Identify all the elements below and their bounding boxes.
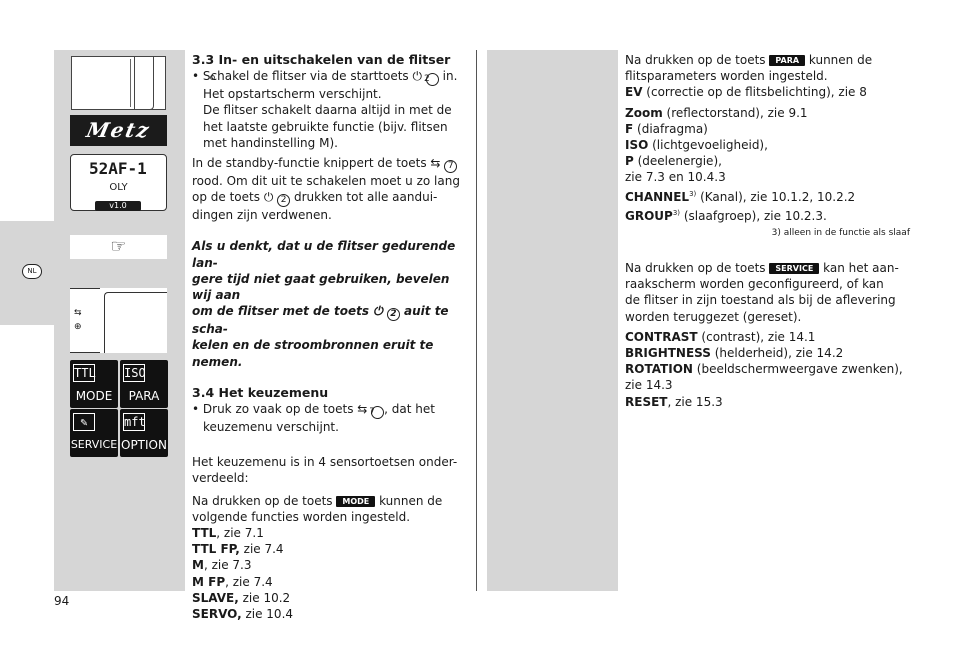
light-icon: ⊕ xyxy=(74,322,82,332)
bullet-paragraph: • Schakel de flitser via de starttoets ⏻ 2 in. xyxy=(192,69,458,85)
list-item: M, zie 7.3 xyxy=(192,558,252,573)
para-key[interactable] xyxy=(120,360,168,408)
device-seam xyxy=(130,59,131,107)
startup-screen-illustration xyxy=(70,154,167,211)
mode-function-list xyxy=(192,525,470,622)
mode-chip: MODE xyxy=(336,496,375,507)
section-heading: 3.3 In- en uitschakelen van de flitser xyxy=(192,52,451,67)
number-2-icon: 2 xyxy=(387,308,400,321)
key-label: SERVICE xyxy=(70,438,118,451)
warning-paragraph: Als u denkt, dat u de flitser gedurende lan- xyxy=(192,239,456,270)
para-chip: PARA xyxy=(769,55,805,66)
wrench-icon: ✎ xyxy=(73,413,95,431)
flash-device-illustration xyxy=(71,56,166,110)
para-section: Na drukken op de toets PARA kunnen de flitsparameters worden ingesteld. EV (correctie op de flitsbelichting), zie 8 Zoom (reflectorstand), zie 9.1 F (diafragma) ISO (lichtgevoeligheid), P (deelenergie), zie 7.3 en 10.4.3 CHANNEL$^{3)}$ (Kanal), zie 10.1.2, 10.2.2 GROUP$^{3)}$ (slaafgroep), zie 10.2.3. 3) alleen in de functie als slaaf xyxy=(625,52,910,241)
mode-key[interactable] xyxy=(70,360,118,408)
standby-paragraph: In de standby-functie knippert de toets ⇆ 7 xyxy=(192,155,470,173)
number-7-icon: 7 xyxy=(371,406,384,419)
control-panel-illustration xyxy=(70,288,167,353)
option-key[interactable] xyxy=(120,409,168,457)
service-key[interactable] xyxy=(70,409,118,457)
battery-door xyxy=(134,56,154,110)
model-system: OLY xyxy=(109,182,128,193)
key-label: OPTION xyxy=(121,438,167,452)
service-section: Na drukken op de toets SERVICE kan het aan- raakscherm worden geconfigureerd, of kan de flitser in zijn toestand als bij de aflevering worden teruggezet (gereset). CONTRAST (contrast), zie 14.1 BRIGHTNESS (helderheid), zie 14.2 ROTATION (beeldschermweergave zwenken), zie 14.3 RESET, zie 15.3 xyxy=(625,261,903,409)
list-item: SERVO, zie 10.4 xyxy=(192,607,294,622)
power-icon: ⏻ xyxy=(263,190,274,205)
footnote: 3) alleen in de functie als slaaf xyxy=(771,228,910,239)
list-item: SLAVE, zie 10.2 xyxy=(192,590,291,605)
number-2-icon: 2 xyxy=(277,194,290,207)
swap-icon: ⇆ xyxy=(430,156,441,171)
pointing-hand-icon: ☞ xyxy=(70,235,167,259)
bullet-paragraph: • Druk zo vaak op de toets ⇆ 7 , dat het xyxy=(192,402,435,418)
list-item: M FP, zie 7.4 xyxy=(192,574,273,589)
column-divider xyxy=(476,50,477,591)
iso-icon: ISO xyxy=(124,366,146,380)
language-badge: NL xyxy=(22,264,42,279)
page-number: 94 xyxy=(54,594,70,608)
section-heading: 3.4 Het keuzemenu xyxy=(192,384,329,400)
key-label: MODE xyxy=(75,389,113,403)
number-7-icon: 7 xyxy=(444,160,457,173)
section-3-3: 3.3 In- en uitschakelen van de flitser • Schakel de flitser via de starttoets ⏻ 2 in. Het opstartscherm verschijnt. De flitser schakelt daarna altijd in met de het laatste gebruikte functie (bijv. flitsen met handinstelling M). In de standby-functie knippert de toets ⇆ 7 rood. Om dit uit te schakelen moet u zo lang op de toets ⏻ 2 drukken tot alle aandui- dingen zijn verdwenen. Als u denkt, dat u de flitser gedurende lan- gere tijd niet gaat gebruiken, bevelen wij aan om de flitser met de toets ⏻ 2 auit te scha- kelen en de stroombronnen eruit te nemen. 3.4 Het keuzemenu • Druk zo vaak op de toets ⇆ 7 , dat het keuzemenu verschijnt. Het keuzemenu is in 4 sensortoetsen onder- verdeeld: Na drukken op de toets MODE kunnen de volgende functies worden ingesteld. TTL, zie 7.1 TTL FP, zie 7.4 M, zie 7.3 M FP, zie 7.4 SLAVE, zie 10.2 SERVO, zie 10.4 xyxy=(192,52,470,622)
mft-icon: mft xyxy=(124,415,146,429)
number-2-icon: 2 xyxy=(426,73,439,86)
middle-sidebar-column xyxy=(487,50,618,591)
panel-frame xyxy=(70,288,100,353)
firmware-version: v1.0 xyxy=(95,201,141,211)
swap-icon: ⇆ xyxy=(74,308,82,318)
power-icon: ⏻ xyxy=(412,69,423,84)
key-label: PARA xyxy=(128,389,160,403)
display-screen xyxy=(104,292,167,353)
metz-logo: Metz xyxy=(70,115,167,146)
list-item: TTL, zie 7.1 xyxy=(192,526,264,541)
service-chip: SERVICE xyxy=(769,263,819,274)
list-item: TTL FP, zie 7.4 xyxy=(192,542,284,557)
ttl-icon: TTL xyxy=(74,366,96,380)
model-name: 52AF-1 xyxy=(89,159,147,178)
swap-icon: ⇆ xyxy=(357,402,368,417)
power-icon: ⏻ xyxy=(373,304,383,319)
